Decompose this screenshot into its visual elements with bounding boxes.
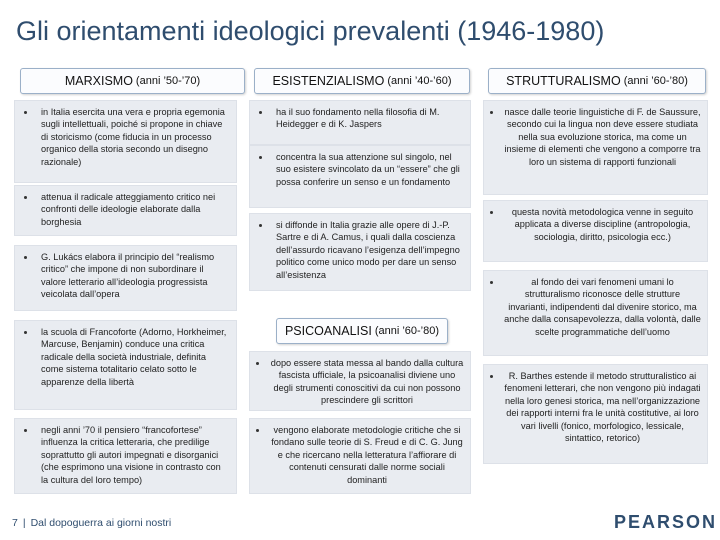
esistenzialismo-item-1 (249, 100, 471, 145)
header-marxismo-years: (anni ’50-’70) (135, 75, 201, 87)
marxismo-item-2-text: attenua il radicale atteggiamento critico nei confronti delle ideologie elaborate dalla borghesia (41, 192, 216, 227)
footer (12, 517, 171, 529)
strutturalismo-item-1-text: nasce dalle teorie linguistiche di F. de Saussure, secondo cui la lingua non deve essere studiata nella sua evoluzione storica, ma come un insieme di elementi che vengono a comporre tra loro un sistema di rapporti funzionali (504, 107, 701, 167)
marxismo-item-3-text: G. Lukács elabora il principio del “realismo critico” che impone di non subordinare il valore letterario all’ideologia progressista veicolata dall’opera (41, 252, 215, 300)
bullet-icon (490, 211, 493, 214)
bullet-icon (256, 429, 259, 432)
header-strutturalismo-label: STRUTTURALISMO (506, 74, 621, 88)
header-strutturalismo (488, 68, 706, 94)
header-strutturalismo-years: (anni ’60-’80) (623, 75, 688, 87)
marxismo-item-5 (14, 418, 237, 494)
slide-title: Gli orientamenti ideologici prevalenti (1946-1980) (16, 16, 605, 46)
esistenzialismo-item-2 (249, 145, 471, 208)
header-marxismo (20, 68, 245, 94)
footer-separator: | (22, 517, 26, 529)
bullet-icon (256, 362, 259, 365)
marxismo-item-3 (14, 245, 237, 311)
footer-text: Dal dopoguerra ai giorni nostri (30, 517, 172, 529)
esistenzialismo-item-2-text: concentra la sua attenzione sul singolo, nel suo esistere svincolato da un “essere” che gli possa conferire un senso e un fondamento (276, 152, 460, 187)
page-number: 7 (12, 517, 18, 529)
psicoanalisi-item-1-text: dopo essere stata messa al bando dalla cultura fascista ufficiale, la psicoanalisi diviene uno degli strumenti conoscitivi da cui non possono prescindere gli scrittori (270, 358, 464, 406)
bullet-icon (259, 111, 262, 114)
esistenzialismo-item-3 (249, 213, 471, 291)
psicoanalisi-item-1 (249, 351, 471, 411)
header-psicoanalisi-label: PSICOANALISI (284, 324, 372, 338)
psicoanalisi-item-2 (249, 418, 471, 494)
esistenzialismo-item-1-text: ha il suo fondamento nella filosofia di M. Heidegger e di K. Jaspers (276, 107, 440, 130)
strutturalismo-item-4 (483, 364, 708, 464)
header-esistenzialismo (254, 68, 470, 94)
marxismo-item-5-text: negli anni ’70 il pensiero “francofortese” influenza la critica letteraria, che predilige soprattutto gli autori impegnati e disorganici (che esprimono una visione in contrasto con la cultura del loro tempo) (41, 425, 221, 485)
pearson-logo: PEARSON (614, 512, 718, 532)
header-esistenzialismo-years: (anni ’40-’60) (387, 75, 452, 87)
bullet-icon (490, 281, 493, 284)
header-marxismo-label: MARXISMO (64, 74, 133, 88)
bullet-icon (259, 156, 262, 159)
header-psicoanalisi (276, 318, 448, 344)
marxismo-item-2 (14, 185, 237, 236)
marxismo-item-4-text: la scuola di Francoforte (Adorno, Horkheimer, Marcuse, Benjamin) conduce una critica radicale della società industriale, definita come sistema totalitario celato sotto le apparenze della libertà (41, 327, 227, 387)
strutturalismo-item-3-text: al fondo dei vari fenomeni umani lo strutturalismo riconosce delle strutture invarianti, indipendenti dal divenire storico, ma anche dalla consapevolezza, dalla volontà, dalle scelte programmatiche dell’uomo (504, 277, 701, 337)
marxismo-item-1 (14, 100, 237, 183)
marxismo-item-4 (14, 320, 237, 410)
header-psicoanalisi-years: (anni ’60-’80) (374, 325, 440, 337)
esistenzialismo-item-3-text: si diffonde in Italia grazie alle opere di J.-P. Sartre e di A. Camus, i quali dalla coscienza dell’assurdo ricavano l’esigenza dell’impegno politico come unico modo per dare un senso all’esistenza (276, 220, 460, 280)
strutturalismo-item-2 (483, 200, 708, 262)
bullet-icon (24, 196, 27, 199)
bullet-icon (24, 111, 27, 114)
strutturalismo-item-1 (483, 100, 708, 195)
header-esistenzialismo-label: ESISTENZIALISMO (272, 74, 385, 88)
bullet-icon (24, 256, 27, 259)
bullet-icon (490, 375, 493, 378)
bullet-icon (24, 429, 27, 432)
strutturalismo-item-4-text: R. Barthes estende il metodo strutturalistico ai fenomeni letterari, che non vengono più indagati nella loro genesi storica, ma nell’organizzazione dei rapporti interni fra le unità costitutive, ai loro vari livelli (fonico, morfologico, lessicale, sintattico, retorico) (504, 371, 701, 444)
bullet-icon (490, 111, 493, 114)
strutturalismo-item-2-text: questa novità metodologica venne in seguito applicata a diverse discipline (antropologia, sociologia, diritto, psicologia ecc.) (511, 207, 694, 242)
marxismo-item-1-text: in Italia esercita una vera e propria egemonia sugli intellettuali, poiché si propone in chiave di storicismo (come fiducia in un processo organico della storia secondo un disegno razionale) (41, 107, 225, 167)
bullet-icon (24, 331, 27, 334)
psicoanalisi-item-2-text: vengono elaborate metodologie critiche che si fondano sulle teorie di S. Freud e di C. G. Jung e che ricercano nella letteratura l’affiorare di contenuti censurati dalle norme sociali dominanti (271, 425, 463, 485)
strutturalismo-item-3 (483, 270, 708, 356)
bullet-icon (259, 224, 262, 227)
